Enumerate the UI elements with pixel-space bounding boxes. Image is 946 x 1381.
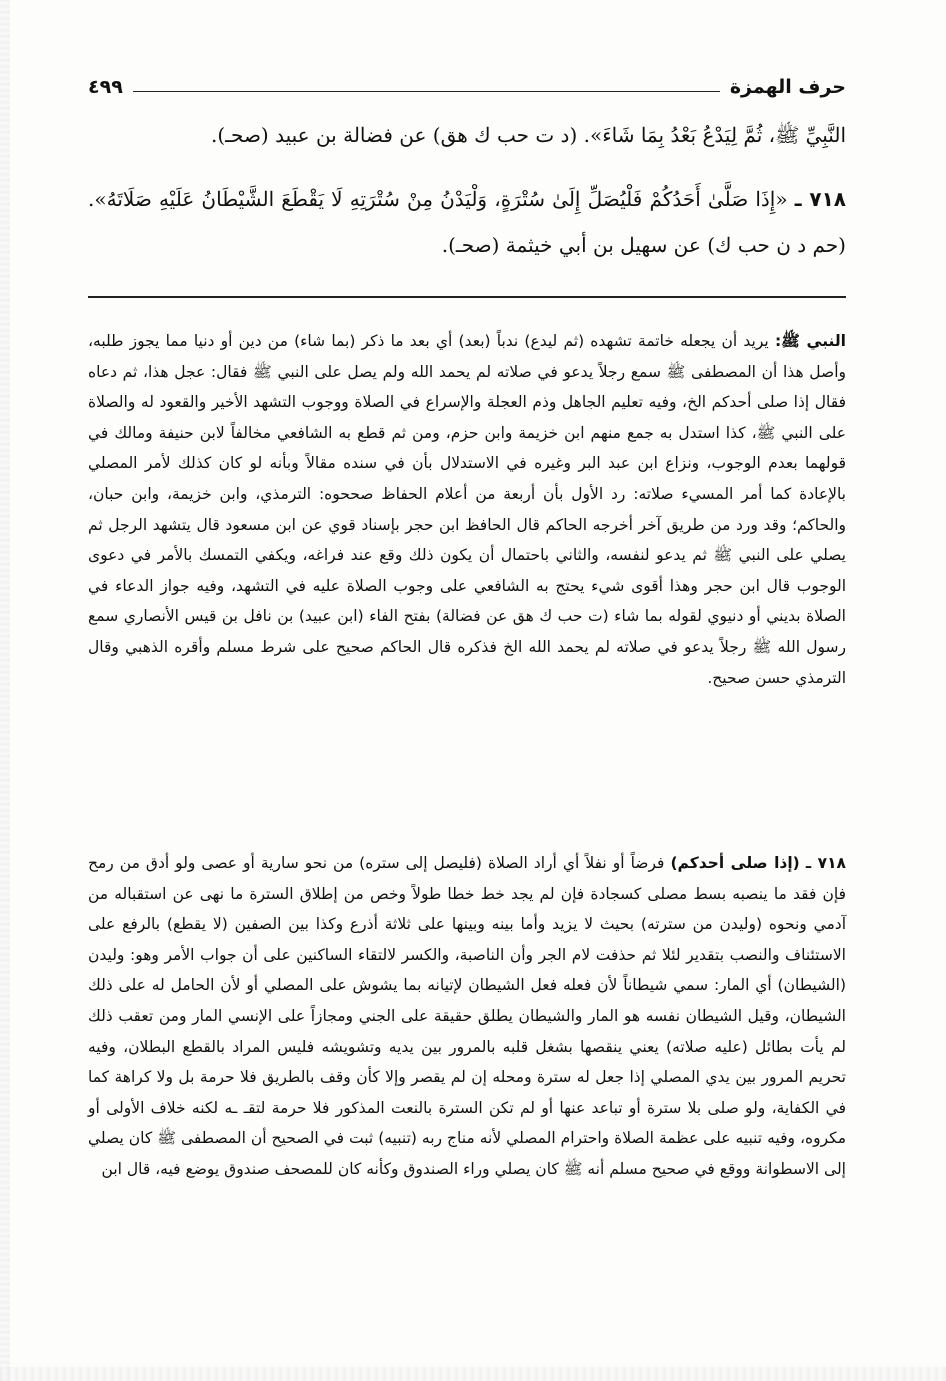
commentary-text: يريد أن يجعله خاتمة تشهده (ثم ليدع) ندباً (بعد) أي بعد ما ذكر (بما شاء) من دين أو دنيا مما يجوز طلبه، وأصل هذا أن المصطفى ﷺ سمع رجلاً يدعو في صلاته لم يحمد الله ولم يصل على النبي ﷺ فقال: عجل هذا، ثم دعاه فقال إذا صلى أحدكم الخ، وفيه تعليم الجاهل وذم العجلة والإسراع في الصلاة ووجوب التشهد الأخير والقعود له والصلاة على النبي ﷺ، كذا استدل به جمع منهم ابن خزيمة وابن حزم، ومن ثم قطع به الشافعي مخالفاً لابن حنيفة ومالك في قولهما بعدم الوجوب، ونزاع ابن عبد البر وغيره في الاستدلال بأن في سنده مقالاً وبأنه لو كان كذلك لأمر المصلي بالإعادة كما أمر المسيء صلاته: رد الأول بأن أربعة من أعلام الحفاظ صححوه: الترمذي، وابن خزيمة، وابن حبان، والحاكم؛ وقد ورد من طريق آخر أخرجه الحاكم قال الحافظ ابن حجر بإسناد قوي عن ابن مسعود قال يتشهد الرجل ثم يصلي على النبي ﷺ ثم يدعو لنفسه، والثاني باحتمال أن يكون ذلك وقع عند فراغه، ويكفي التمسك بالأمر في دعوى الوجوب قال ابن حجر وهذا أقوى شيء يحتج به الشافعي على وجوب الصلاة عليه في التشهد، وفيه جواز الدعاء في الصلاة بديني أو دنيوي لقوله بما شاء (ت حب ك هق عن فضالة) بفتح الفاء (ابن عبيد) بن نافل بن قيس الأنصاري سمع رسول الله ﷺ رجلاً يدعو في صلاته لم يحمد الله الخ فذكره قال الحاكم صحيح على شرط مسلم وأقره الذهبي وقال الترمذي حسن صحيح. <box>88 332 846 687</box>
commentary-text: فرضاً أو نفلاً أي أراد الصلاة (فليصل إلى ستره) من نحو سارية أو عصى ولو أدق من رمح فإن فقد ما ينصبه بسط مصلى كسجادة فإن لم يجد خط خطا طولاً وخص من إطلاق السترة ما نهى عن استقباله من آدمي ونحوه (وليدن من سترته) بحيث لا يزيد وأما بينه وبينها على ثلاثة أذرع وكذا بين الصفين (لا يقطع) بالرفع على الاستئناف والنصب بتقدير لئلا ثم حذفت لام الجر وأن الناصبة، والكسر لالتقاء الساكنين على أن جواب الأمر وهو: وليدن (الشيطان) أي المار: سمي شيطاناً لأن فعله فعل الشيطان لإتيانه بما يشوش على المصلي أو لأن الحامل له على ذلك الشيطان، وقيل الشيطان نفسه هو المار والشيطان يطلق حقيقة على الجني ومجازاً على الإنسي المار ومن تعقب ذلك لم يأت بطائل (عليه صلاته) يعني ينقصها بشغل قلبه بالمرور بين يديه وتشويشه فليس المراد بالقطع البطلان، وفيه تحريم المرور بين يدي المصلي إذا جعل له سترة ومحله إن لم يقصر وإلا كأن وقف بالطريق فلا حرمة بل ولا كراهة كما في الكفاية، ولو صلى بلا سترة أو تباعد عنها أو لم تكن السترة بالنعت المذكور فلا حرمة لتقـ ـه لكنه خلاف الأولى أو مكروه، وفيه تنبيه على عظمة الصلاة واحترام المصلي لأنه مناج ربه (تنبيه) ثبت في الصحيح أن المصطفى ﷺ كان يصلي إلى الاسطوانة ووقع في صحيح مسلم أنه ﷺ كان يصلي وراء الصندوق وكأنه كان للمصحف صندوق يوضع فيه، قال ابن <box>88 854 846 1178</box>
scan-edge-bottom <box>0 1367 946 1381</box>
commentary-paragraph-2 <box>88 848 846 1185</box>
scan-edge-left <box>0 0 10 1381</box>
hadith-text: «إِذَا صَلَّىٰ أَحَدُكُمْ فَلْيُصَلِّ إِلَىٰ سُتْرَةٍ، وَلْيَدْنُ مِنْ سُتْرَتِهِ لَا يَقْطَعَ الشَّيْطَانُ عَلَيْهِ صَلَاتَهُ». (حم د ن حب ك) عن سهيل بن أبي خيثمة (صحـ). <box>88 187 846 257</box>
hadith-continuation <box>88 112 846 158</box>
footnote-divider <box>88 296 846 298</box>
page-number: ٤٩٩ <box>88 76 123 98</box>
hadith-718 <box>88 176 846 268</box>
commentary-lemma: النبي ﷺ: <box>774 332 846 350</box>
commentary-paragraph-1 <box>88 326 846 693</box>
running-header <box>88 64 846 98</box>
commentary-number: ٧١٨ ـ <box>805 854 846 872</box>
hadith-text: النَّبِيِّ ﷺ، ثُمَّ لِيَدْعُ بَعْدُ بِمَا شَاءَ». (د ت حب ك هق) عن فضالة بن عبيد (صحـ). <box>211 123 846 147</box>
header-rule <box>133 91 720 92</box>
chapter-title: حرف الهمزة <box>729 76 846 98</box>
hadith-number: ٧١٨ ـ <box>794 187 847 211</box>
commentary-lemma: (إذا صلى أحدكم) <box>670 854 800 872</box>
